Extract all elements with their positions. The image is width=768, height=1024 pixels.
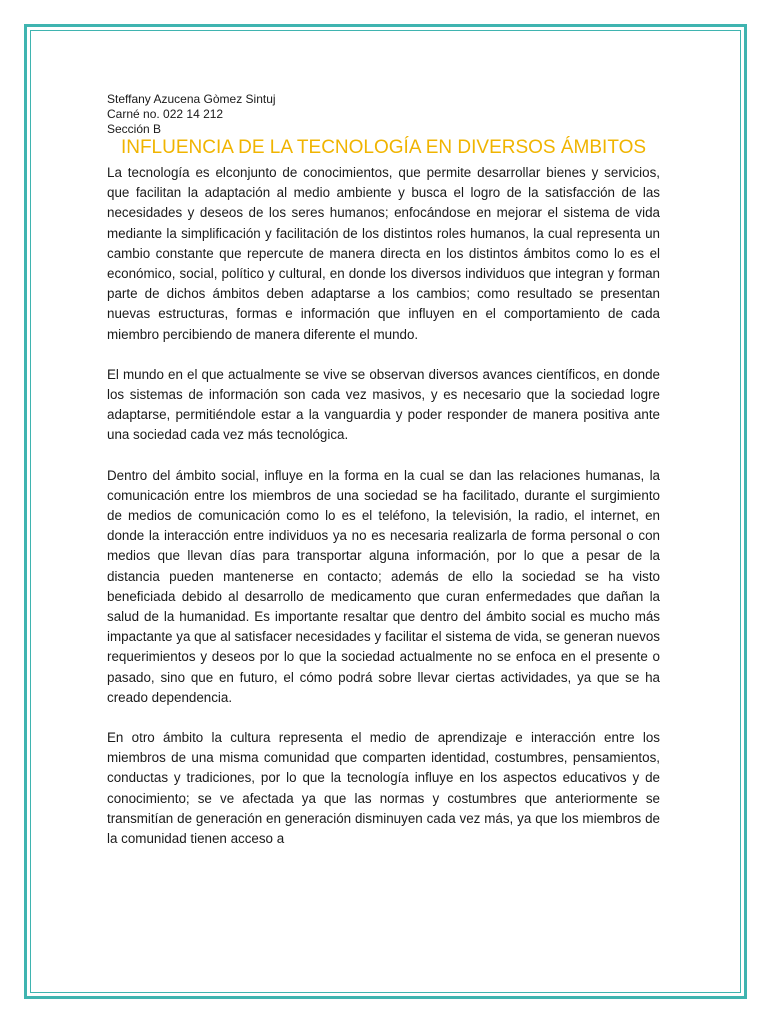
paragraph-4: En otro ámbito la cultura representa el medio de aprendizaje e interacción entre los miembros de una misma comunidad que comparten identidad, costumbres, pensamientos, conductas y tradiciones, por lo que la tecnología influye en los aspectos educativos y de conocimiento; se ve afectada ya que las normas y costumbres que anteriormente se transmitían de generación en generación disminuyen cada vez más, ya que los miembros de la comunidad tienen acceso a [107,730,660,847]
section-label: Sección B [107,122,162,136]
paragraph-1: La tecnología es elconjunto de conocimientos, que permite desarrollar bienes y servicios, que facilitan la adaptación al medio ambiente y busca el logro de la satisfacción de las necesidades y deseos de los seres humanos; enfocándose en mejorar el sistema de vida mediante la simplificación y facilitación de los distintos roles humanos, la cual representa un cambio constante que repercute de manera directa en los distintos ámbitos como lo es el económico, social, político y cultural, en donde los diversos individuos que integran y forman parte de dichos ámbitos deben adaptarse a los cambios; como resultado se presentan nuevas estructuras, formas e información que influyen en el comportamiento de cada miembro percibiendo de manera diferente el mundo. [107,165,660,342]
author-name: Steffany Azucena Gòmez Sintuj [107,92,276,106]
document-content [107,92,660,869]
document-title: INFLUENCIA DE LA TECNOLOGÍA EN DIVERSOS ÁMBITOS [120,137,647,158]
paragraph-3: Dentro del ámbito social, influye en la forma en la cual se dan las relaciones humanas, la comunicación entre los miembros de una sociedad se ha facilitado, durante el surgimiento de medios de comunicación como lo es el teléfono, la televisión, la radio, el internet, en donde la interacción entre individuos ya no es necesaria realizarla de forma personal o con medios que llevan días para transportar alguna información, por lo que a pesar de la distancia pueden mantenerse en contacto; además de ello la sociedad se ha visto beneficiada debido al desarrollo de medicamento que curan enfermedades que dañan la salud de la humanidad. Es importante resaltar que dentro del ámbito social es mucho más impactante ya que al satisfacer necesidades y facilitar el sistema de vida, se generan nuevos requerimientos y deseos por lo que la sociedad actualmente no se enfoca en el presente o pasado, sino que en futuro, el cómo podrá sobre llevar ciertas actividades, ya que se ha creado dependencia. [107,467,660,705]
paragraph-2: El mundo en el que actualmente se vive se observan diversos avances científicos, en donde los sistemas de información son cada vez masivos, y es necesario que la sociedad logre adaptarse, permitiéndole estar a la vanguardia y poder responder de manera positiva ante una sociedad cada vez más tecnológica. [107,366,660,443]
carne-number: Carné no. 022 14 212 [107,107,224,121]
